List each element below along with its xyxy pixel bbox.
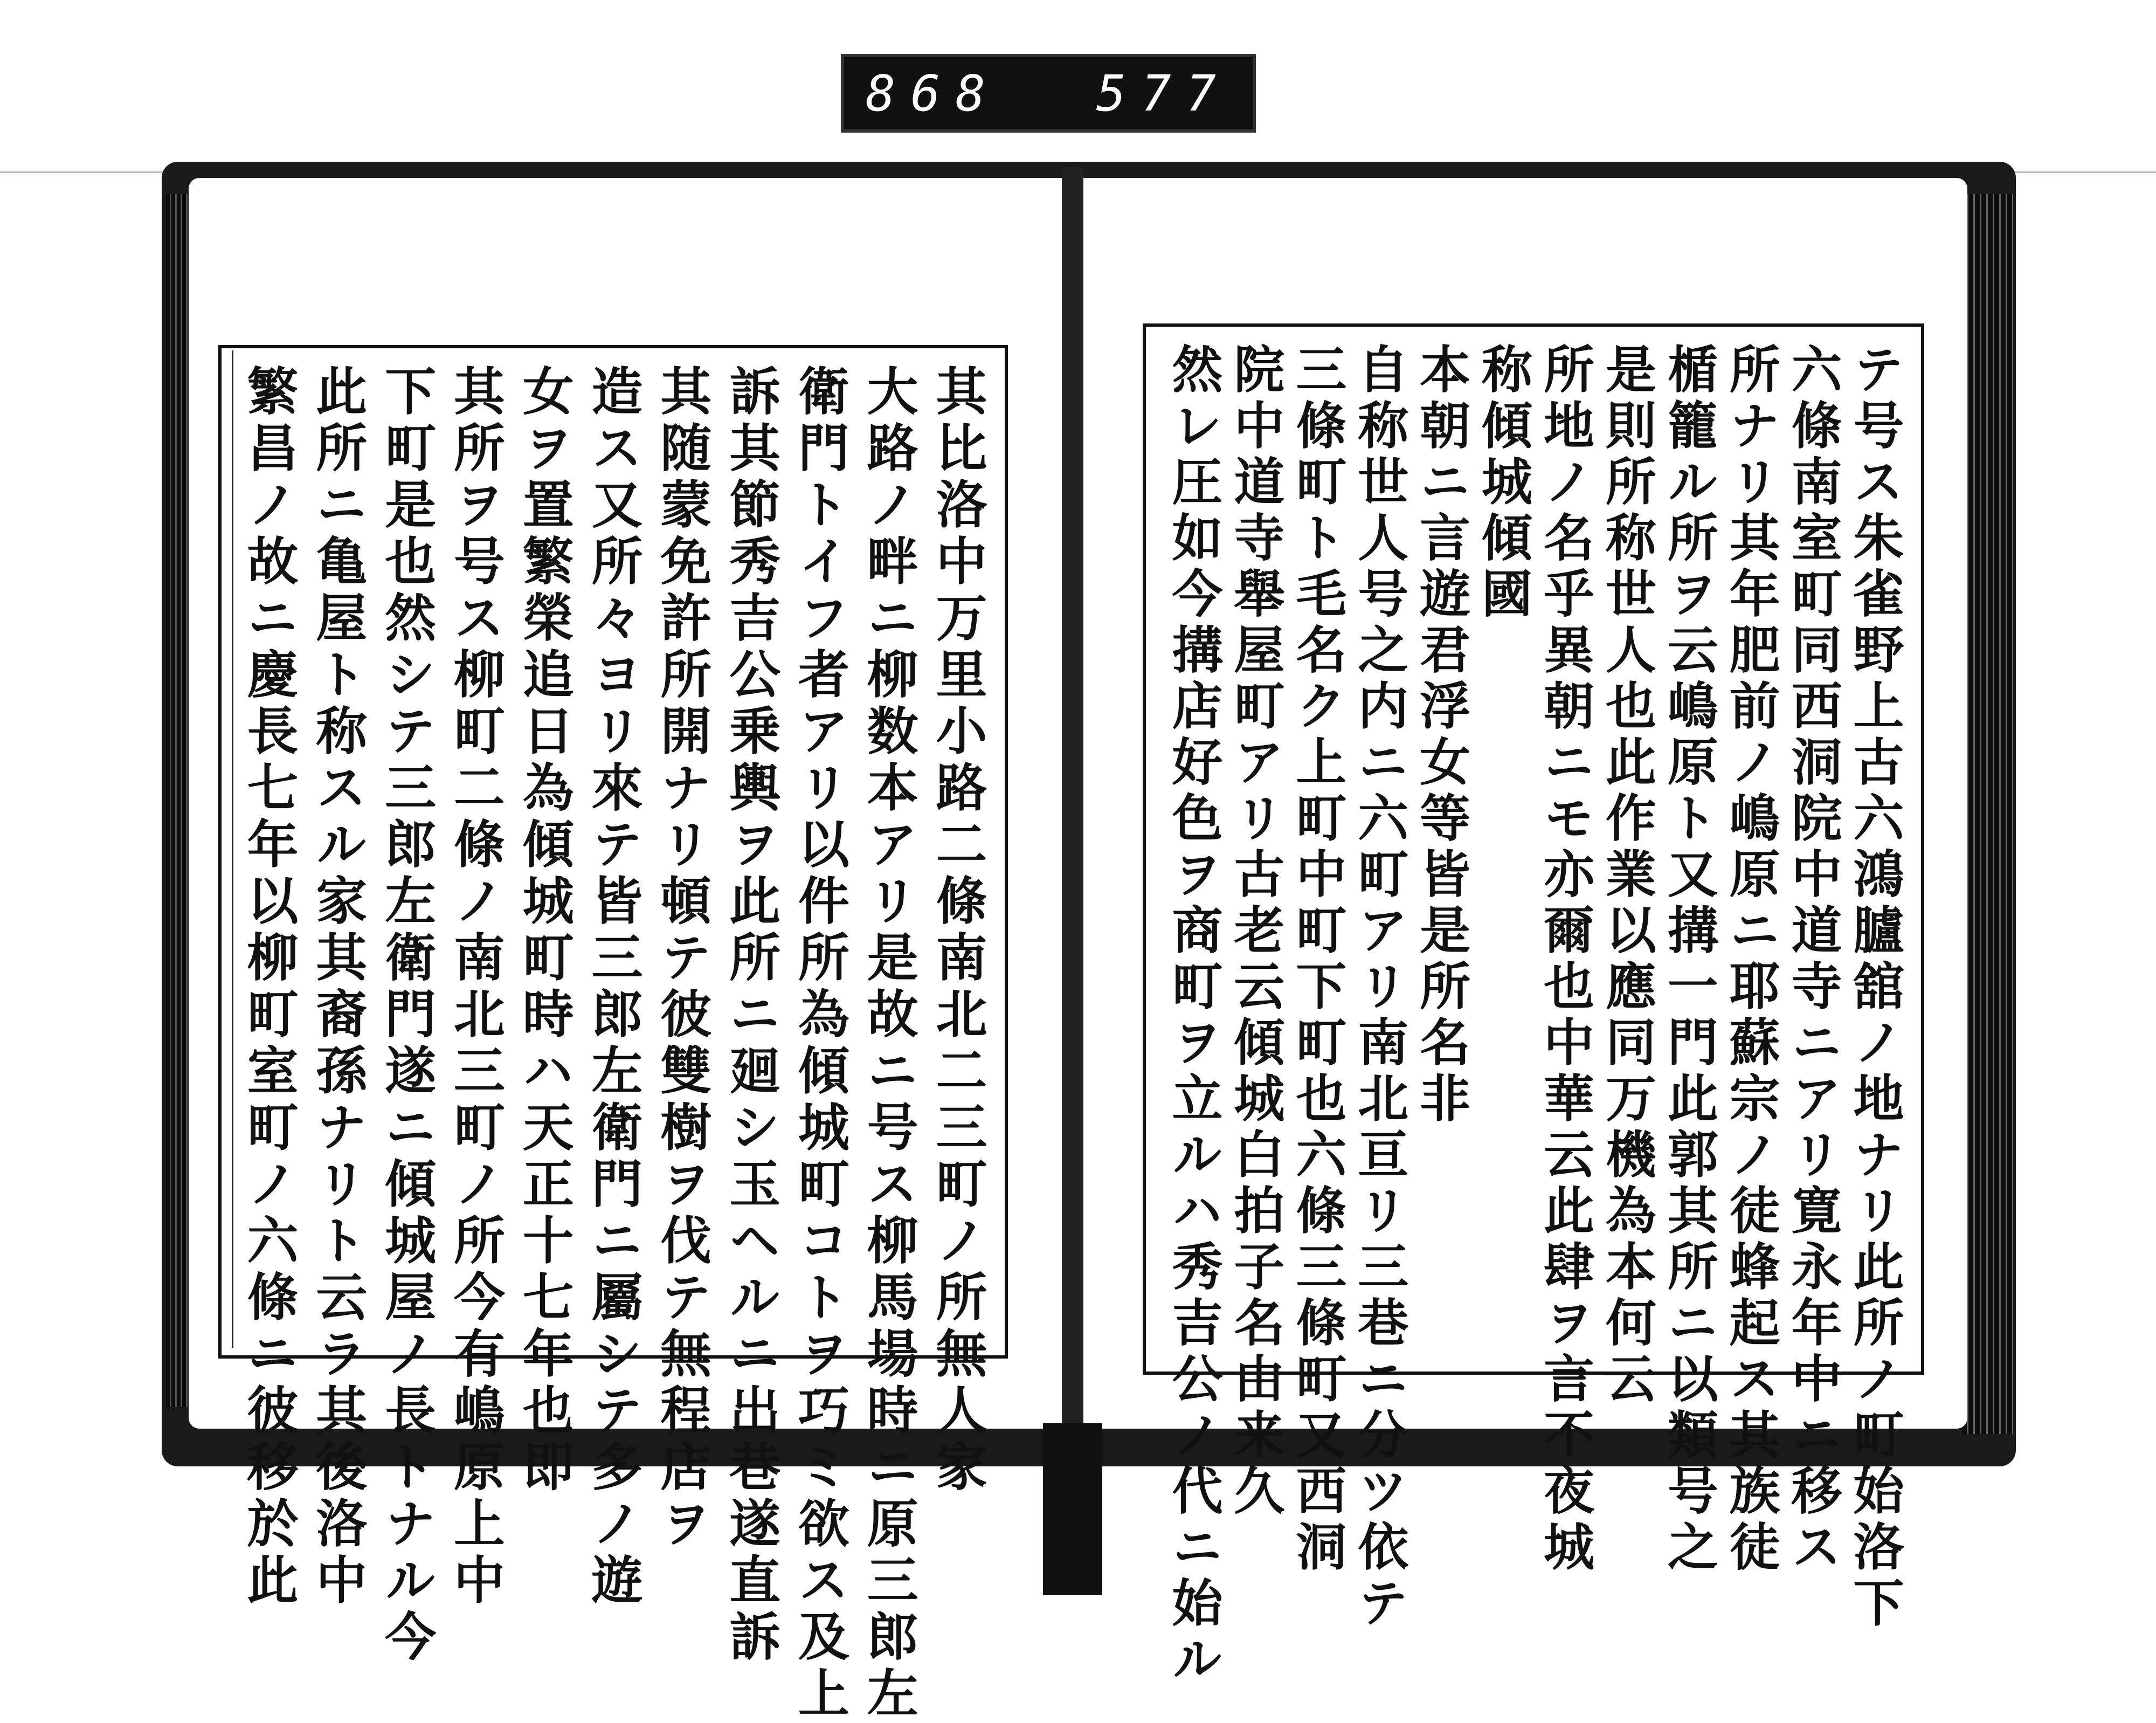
text-column: 此所ニ亀屋ト称スル家其裔孫ナリト云ラ其後洛中 xyxy=(307,364,368,1610)
text-column: 六條南室町同西洞院中道寺ニアリ寛永年中ニ移ス xyxy=(1782,343,1842,1576)
text-column: 繁昌ノ故ニ慶長七年以柳町室町ノ六條ニ彼移於此 xyxy=(239,364,299,1610)
text-column: 衛門トイフ者アリ以件所為傾城町コトヲ巧ミ欲ス及上 xyxy=(790,364,850,1723)
text-column: 称傾城傾國 xyxy=(1473,343,1532,623)
text-column: 其所ヲ号ス柳町二條ノ南北三町ノ所今有嶋原上中 xyxy=(445,364,506,1610)
film-number-left: 868 xyxy=(866,64,1001,122)
left-page-text-frame xyxy=(218,345,1008,1723)
text-column: 院中道寺舉屋町アリ古老云傾城白拍子名由来久 xyxy=(1225,343,1284,1520)
text-column: 楯籠ル所ヲ云嶋原ト又搆一門此郭其所ニ以類号之 xyxy=(1659,343,1718,1576)
page-edges-right xyxy=(1962,194,2013,1434)
text-column: 大路ノ畔ニ柳数本アリ是故ニ号ス柳馬場時ニ原三郎左 xyxy=(859,364,919,1723)
text-column: 下町是也然シテ三郎左衛門遂ニ傾城屋ノ長トナル今 xyxy=(376,364,437,1666)
text-column: 其比洛中万里小路二條南北二三町ノ所無人家 xyxy=(927,364,987,1497)
text-column: テ号ス朱雀野上古六鴻臚舘ノ地ナリ此所ノ町始洛下 xyxy=(1844,343,1904,1632)
gutter-shadow xyxy=(1043,1423,1102,1595)
text-column: 三條町ト毛名ク上町中町下町也六條三條町又西洞 xyxy=(1287,343,1346,1576)
text-column: 所地ノ名乎異朝ニモ亦爾也中華云此肆ヲ言不夜城 xyxy=(1535,343,1594,1576)
film-number-right: 577 xyxy=(1096,64,1231,122)
text-column: 自称世人号之内ニ六町アリ南北亘リ三巷ニ分ツ依テ xyxy=(1349,343,1408,1632)
text-column: 是則所称世人也此作業以應同万機為本何云 xyxy=(1597,343,1656,1408)
book-gutter xyxy=(1062,167,1083,1472)
text-column: 造ス又所々ヨリ來テ皆三郎左衛門ニ屬シテ多ノ遊 xyxy=(583,364,643,1610)
right-page-text-frame xyxy=(1143,323,1924,1688)
text-column: 本朝ニ言遊君浮女等皆是所名非 xyxy=(1411,343,1470,1128)
text-column: 訴其節秀吉公乗輿ヲ此所ニ廻シ玉ヘルニ出巷遂直訴 xyxy=(721,364,781,1666)
text-column: 然レ圧如今搆店好色ヲ商町ヲ立ルハ秀吉公ノ代ニ始ル xyxy=(1163,343,1222,1688)
text-column: 女ヲ置繁榮追日為傾城町時ハ天正十七年也即 xyxy=(514,364,575,1497)
film-frame-label xyxy=(841,54,1256,133)
text-column: 其随蒙免許所開ナリ頓テ彼雙樹ヲ伐テ無程店ヲ xyxy=(652,364,712,1553)
text-column: 所ナリ其年肥前ノ嶋原ニ耶蘇宗ノ徒蜂起ス其族徒 xyxy=(1720,343,1780,1576)
